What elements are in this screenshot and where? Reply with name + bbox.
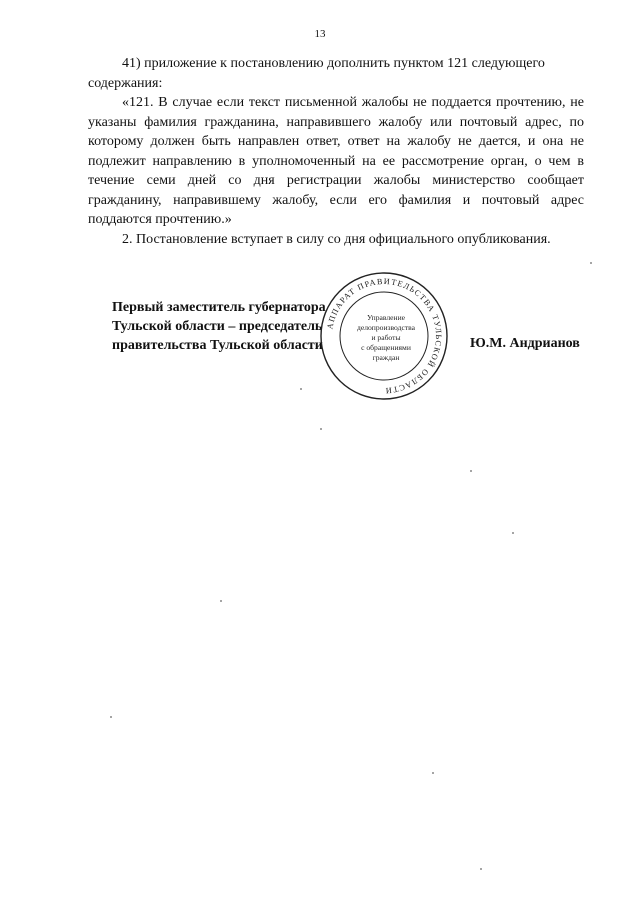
seal-center-line-4: с обращениями	[361, 343, 411, 352]
scan-speck	[110, 716, 112, 718]
scan-speck	[470, 470, 472, 472]
scan-speck	[320, 428, 322, 430]
seal-center-line-5: граждан	[372, 353, 400, 362]
seal-ring-text: АППАРАТ ПРАВИТЕЛЬСТВА ТУЛЬСКОЙ ОБЛАСТИ	[325, 276, 444, 396]
scan-speck	[220, 600, 222, 602]
page-number: 13	[314, 28, 326, 40]
signer-name: Ю.М. Андрианов	[470, 336, 580, 351]
document-body	[88, 54, 584, 249]
signer-position-line-3: правительства Тульской области	[112, 338, 323, 353]
scan-speck	[432, 772, 434, 774]
signer-position-line-1: Первый заместитель губернатора	[112, 300, 326, 315]
scan-speck	[512, 532, 514, 534]
scan-speck	[480, 868, 482, 870]
scan-speck	[590, 262, 592, 264]
paragraph-item-121: «121. В случае если текст письменной жалобы не поддается прочтению, не указаны фамилия гражданина, направившего жалобу или почтовый адрес, по которому должен быть направлен ответ, ответ на жалобу не дается, и она не подлежит направлению в уполномоченный на ее рассмотрение орган, о чем в течение семи дней со дня регистрации жалобы министерство сообщает гражданину, направившему жалобу, если его фамилия и почтовый адрес поддаются прочтению.»	[88, 95, 584, 227]
paragraph-effective-date: 2. Постановление вступает в силу со дня официального опубликования.	[122, 231, 551, 247]
seal-center-line-3: и работы	[371, 333, 401, 342]
official-seal-stamp	[318, 270, 450, 402]
paragraph-amendment-41: 41) приложение к постановлению дополнить пунктом 121 следующего содержания:	[88, 56, 545, 91]
signer-position-line-2: Тульской области – председатель	[112, 319, 323, 334]
scan-speck	[300, 388, 302, 390]
seal-center-line-1: Управление	[366, 313, 406, 322]
signature-block	[112, 298, 326, 355]
seal-center-line-2: делопроизводства	[356, 323, 416, 332]
